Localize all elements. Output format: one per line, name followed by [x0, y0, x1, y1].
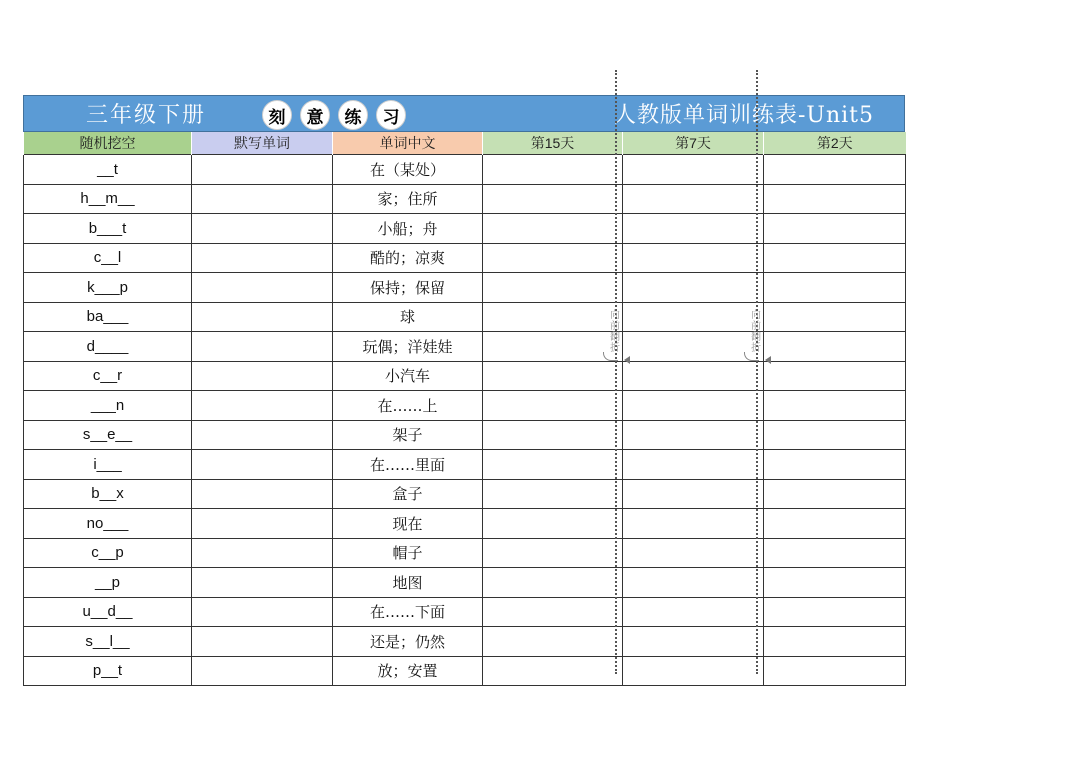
day7-cell[interactable] [623, 627, 764, 657]
dictation-cell[interactable] [192, 479, 333, 509]
day2-cell[interactable] [764, 214, 906, 244]
day15-cell[interactable] [483, 479, 623, 509]
dictation-cell[interactable] [192, 184, 333, 214]
day15-cell[interactable] [483, 361, 623, 391]
day2-cell[interactable] [764, 302, 906, 332]
chinese-meaning-cell: 家；住所 [333, 184, 483, 214]
badge-char: 练 [338, 100, 368, 130]
worksheet [23, 95, 905, 686]
table-row [24, 361, 906, 391]
day2-cell[interactable] [764, 155, 906, 185]
table-row [24, 243, 906, 273]
blank-word-cell: b___t [24, 214, 192, 244]
col-header-day7: 第7天 [623, 132, 764, 155]
grade-title: 三年级下册 [86, 103, 207, 128]
day7-cell[interactable] [623, 184, 764, 214]
table-row [24, 302, 906, 332]
table-row [24, 597, 906, 627]
dictation-cell[interactable] [192, 361, 333, 391]
dictation-cell[interactable] [192, 597, 333, 627]
day7-cell[interactable] [623, 273, 764, 303]
dictation-cell[interactable] [192, 420, 333, 450]
day15-cell[interactable] [483, 214, 623, 244]
dictation-cell[interactable] [192, 538, 333, 568]
day2-cell[interactable] [764, 479, 906, 509]
day2-cell[interactable] [764, 391, 906, 421]
dictation-cell[interactable] [192, 332, 333, 362]
table-row [24, 155, 906, 185]
dictation-cell[interactable] [192, 391, 333, 421]
day2-cell[interactable] [764, 450, 906, 480]
day2-cell[interactable] [764, 597, 906, 627]
chinese-meaning-cell: 放；安置 [333, 656, 483, 686]
day7-cell[interactable] [623, 361, 764, 391]
blank-word-cell: s__l__ [24, 627, 192, 657]
chinese-meaning-cell: 现在 [333, 509, 483, 539]
dictation-cell[interactable] [192, 155, 333, 185]
day15-cell[interactable] [483, 656, 623, 686]
badge-char: 刻 [262, 100, 292, 130]
title-banner [23, 95, 905, 132]
day2-cell[interactable] [764, 568, 906, 598]
day2-cell[interactable] [764, 656, 906, 686]
table-body [24, 155, 906, 686]
table-row [24, 509, 906, 539]
chinese-meaning-cell: 帽子 [333, 538, 483, 568]
dictation-cell[interactable] [192, 568, 333, 598]
col-header-day15: 第15天 [483, 132, 623, 155]
day7-cell[interactable] [623, 391, 764, 421]
chinese-meaning-cell: 玩偶；洋娃娃 [333, 332, 483, 362]
blank-word-cell: b__x [24, 479, 192, 509]
dictation-cell[interactable] [192, 450, 333, 480]
fold-arrow-icon [624, 356, 630, 364]
chinese-meaning-cell: 在……里面 [333, 450, 483, 480]
day7-cell[interactable] [623, 332, 764, 362]
table-row [24, 568, 906, 598]
col-header-day2: 第2天 [764, 132, 906, 155]
chinese-meaning-cell: 架子 [333, 420, 483, 450]
day2-cell[interactable] [764, 361, 906, 391]
fold-arrow-icon [765, 356, 771, 364]
blank-word-cell: i___ [24, 450, 192, 480]
fold-line-2 [756, 70, 758, 674]
chinese-meaning-cell: 酷的；凉爽 [333, 243, 483, 273]
blank-word-cell: __t [24, 155, 192, 185]
col-header-chinese: 单词中文 [333, 132, 483, 155]
blank-word-cell: s__e__ [24, 420, 192, 450]
header-row [24, 132, 906, 155]
day15-cell[interactable] [483, 450, 623, 480]
day15-cell[interactable] [483, 538, 623, 568]
day7-cell[interactable] [623, 568, 764, 598]
day15-cell[interactable] [483, 302, 623, 332]
blank-word-cell: p__t [24, 656, 192, 686]
day2-cell[interactable] [764, 627, 906, 657]
table-row [24, 656, 906, 686]
chinese-meaning-cell: 在（某处） [333, 155, 483, 185]
day15-cell[interactable] [483, 155, 623, 185]
col-header-dictation: 默写单词 [192, 132, 333, 155]
table-row [24, 332, 906, 362]
table-row [24, 479, 906, 509]
chinese-meaning-cell: 在……上 [333, 391, 483, 421]
day7-cell[interactable] [623, 656, 764, 686]
day2-cell[interactable] [764, 509, 906, 539]
blank-word-cell: no___ [24, 509, 192, 539]
day7-cell[interactable] [623, 597, 764, 627]
word-table [23, 132, 906, 686]
dictation-cell[interactable] [192, 509, 333, 539]
col-header-blanks: 随机挖空 [24, 132, 192, 155]
day2-cell[interactable] [764, 538, 906, 568]
blank-word-cell: h__m__ [24, 184, 192, 214]
table-row [24, 450, 906, 480]
blank-word-cell: __p [24, 568, 192, 598]
chinese-meaning-cell: 球 [333, 302, 483, 332]
day15-cell[interactable] [483, 273, 623, 303]
blank-word-cell: c__l [24, 243, 192, 273]
day7-cell[interactable] [623, 243, 764, 273]
chinese-meaning-cell: 盒子 [333, 479, 483, 509]
table-row [24, 214, 906, 244]
blank-word-cell: c__p [24, 538, 192, 568]
chinese-meaning-cell: 保持；保留 [333, 273, 483, 303]
table-row [24, 627, 906, 657]
day15-cell[interactable] [483, 597, 623, 627]
day2-cell[interactable] [764, 420, 906, 450]
chinese-meaning-cell: 在……下面 [333, 597, 483, 627]
day7-cell[interactable] [623, 155, 764, 185]
blank-word-cell: c__r [24, 361, 192, 391]
table-row [24, 420, 906, 450]
day2-cell[interactable] [764, 273, 906, 303]
day15-cell[interactable] [483, 391, 623, 421]
table-row [24, 391, 906, 421]
day15-cell[interactable] [483, 243, 623, 273]
blank-word-cell: d____ [24, 332, 192, 362]
dictation-cell[interactable] [192, 243, 333, 273]
day7-cell[interactable] [623, 538, 764, 568]
dictation-cell[interactable] [192, 627, 333, 657]
day7-cell[interactable] [623, 509, 764, 539]
day7-cell[interactable] [623, 420, 764, 450]
day2-cell[interactable] [764, 184, 906, 214]
fold-note-1: 向前翻折 [610, 310, 620, 354]
day15-cell[interactable] [483, 627, 623, 657]
blank-word-cell: u__d__ [24, 597, 192, 627]
day15-cell[interactable] [483, 184, 623, 214]
day7-cell[interactable] [623, 479, 764, 509]
dictation-cell[interactable] [192, 656, 333, 686]
badge-char: 意 [300, 100, 330, 130]
table-row [24, 184, 906, 214]
practice-badges [262, 100, 406, 130]
day15-cell[interactable] [483, 332, 623, 362]
chinese-meaning-cell: 小汽车 [333, 361, 483, 391]
blank-word-cell: ba___ [24, 302, 192, 332]
dictation-cell[interactable] [192, 273, 333, 303]
table-row [24, 538, 906, 568]
chinese-meaning-cell: 还是；仍然 [333, 627, 483, 657]
table-row [24, 273, 906, 303]
dictation-cell[interactable] [192, 302, 333, 332]
badge-char: 习 [376, 100, 406, 130]
fold-note-2: 向前翻折 [751, 310, 761, 354]
day7-cell[interactable] [623, 214, 764, 244]
day7-cell[interactable] [623, 302, 764, 332]
day7-cell[interactable] [623, 450, 764, 480]
chinese-meaning-cell: 地图 [333, 568, 483, 598]
sheet-title: 人教版单词训练表-Unit5 [613, 103, 874, 128]
dictation-cell[interactable] [192, 214, 333, 244]
day15-cell[interactable] [483, 420, 623, 450]
day2-cell[interactable] [764, 332, 906, 362]
blank-word-cell: ___n [24, 391, 192, 421]
day15-cell[interactable] [483, 568, 623, 598]
fold-line-1 [615, 70, 617, 674]
blank-word-cell: k___p [24, 273, 192, 303]
day2-cell[interactable] [764, 243, 906, 273]
chinese-meaning-cell: 小船；舟 [333, 214, 483, 244]
day15-cell[interactable] [483, 509, 623, 539]
